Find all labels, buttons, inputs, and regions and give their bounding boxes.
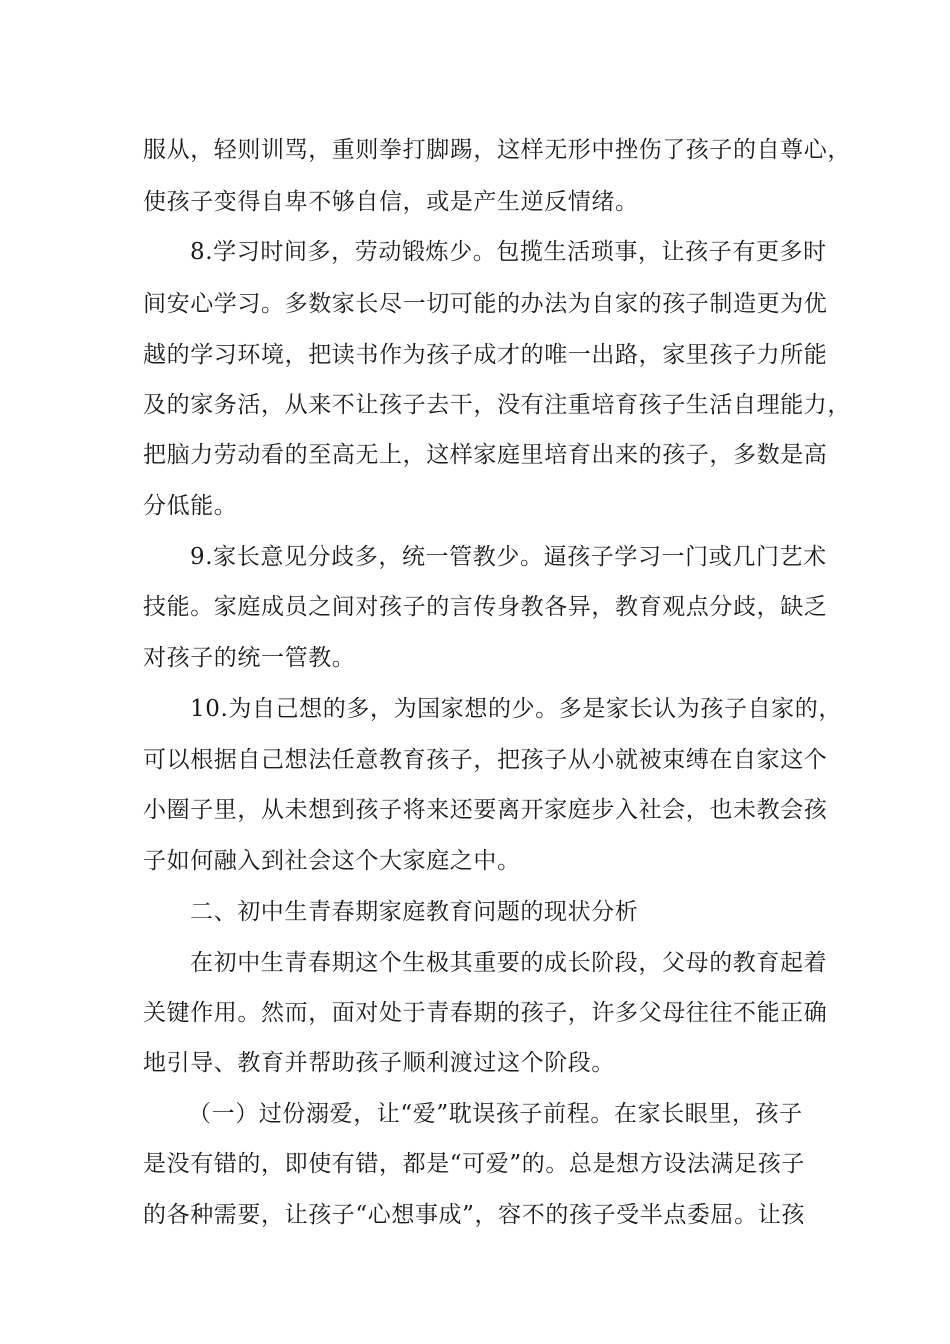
section-heading: 二、初中生青春期家庭教育问题的现状分析: [190, 899, 639, 925]
text-line: 技能。家庭成员之间对孩子的言传身教各异，教育观点分歧，缺乏: [143, 594, 828, 620]
text-line: 服从，轻则训骂，重则拳打脚踢，这样无形中挫伤了孩子的自尊心，: [143, 137, 851, 163]
text-line: 可以根据自己想法任意教育孩子，把孩子从小就被束缚在自家这个: [143, 747, 828, 773]
text-line: 的各种需要，让孩子“心想事成”，容不的孩子受半点委屈。让孩: [143, 1202, 805, 1228]
text-line: 子如何融入到社会这个大家庭之中。: [143, 848, 521, 874]
paragraph-start-line: 9.家长意见分歧多，统一管教少。逼孩子学习一门或几门艺术: [190, 544, 827, 570]
paragraph-start-line: 在初中生青春期这个生极其重要的成长阶段，父母的教育起着: [190, 950, 828, 976]
paragraph-start-line: （一）过份溺爱，让“爱”耽误孩子前程。在家长眼里，孩子: [188, 1101, 803, 1127]
text-line: 越的学习环境，把读书作为孩子成才的唯一出路，家里孩子力所能: [143, 342, 828, 368]
text-line: 及的家务活，从来不让孩子去干，没有注重培育孩子生活自理能力，: [143, 392, 851, 418]
paragraph-start-line: 10.为自己想的多，为国家想的少。多是家长认为孩子自家的，: [190, 696, 842, 722]
paragraph-start-line: 8.学习时间多，劳动锻炼少。包揽生活琐事，让孩子有更多时: [190, 239, 827, 265]
text-line: 分低能。: [143, 493, 238, 519]
text-line: 关键作用。然而，面对处于青春期的孩子，许多父母往往不能正确: [143, 1000, 828, 1026]
text-line: 是没有错的，即使有错，都是“可爱”的。总是想方设法满足孩子: [143, 1151, 805, 1177]
text-line: 把脑力劳动看的至高无上，这样家庭里培育出来的孩子，多数是高: [143, 442, 828, 468]
text-line: 地引导、教育并帮助孩子顺利渡过这个阶段。: [143, 1050, 615, 1076]
text-line: 使孩子变得自卑不够自信，或是产生逆反情绪。: [143, 189, 639, 215]
text-line: 小圈子里，从未想到孩子将来还要离开家庭步入社会，也未教会孩: [143, 797, 828, 823]
text-line: 对孩子的统一管教。: [143, 645, 356, 671]
text-line: 间安心学习。多数家长尽一切可能的办法为自家的孩子制造更为优: [143, 291, 828, 317]
